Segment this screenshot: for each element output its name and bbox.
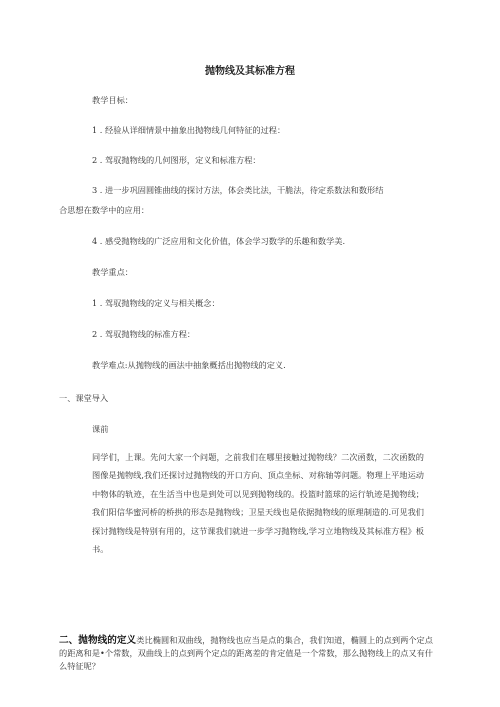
goals-heading: 教学目标： — [92, 95, 133, 105]
goal-item-3-cont: 合思想在数学中的应用： — [59, 205, 150, 215]
section-heading-intro: 一、课堂导入 — [59, 393, 109, 403]
goal-item-4: 4 . 感受抛物线的广泛应用和文化价值，体会学习数学的乐趣和数学美. — [92, 236, 346, 246]
lesson-label: 课前 — [92, 424, 109, 434]
goal-item-1: 1 . 经验从详细情景中抽象出抛物线几何特征的过程： — [92, 125, 286, 135]
key-point-1: 1 . 驾驭抛物线的定义与相关概念： — [92, 298, 220, 308]
definition-text: 类比椭圆和双曲线，抛物线也应当是点的集合，我们知道，椭圆上的点到两个定点的距离和是•个常数，双曲线上的点到两个定点的距离差的肯定值是一个常数，那么抛物线上的点又有什么特征呢？ — [59, 635, 433, 671]
key-points-heading: 教学重点： — [92, 267, 133, 277]
goal-item-2: 2 . 驾驭抛物线的几何图形，定义和标准方程： — [92, 155, 261, 165]
intro-paragraph: 同学们，上课。先问大家一个问题，之前我们在哪里接触过抛物线？二次函数，二次函数的图像是抛物线,我们还探讨过抛物线的开口方向、顶点坐标、对称轴等问题。物理上平地运动中物体的轨迹，在生活当中也是到处可以见到抛物线的。投篮时篮球的运行轨迹是抛物线；我们阳信华蜜河桥的桥拱的形态是抛物线；卫星天线也是依据抛物线的原理制造的.可见我们探讨抛物线是特别有用的，这节课我们就进一步学习抛物线,学习立地物线及其标准方程》板书。 — [92, 452, 424, 555]
section-heading-definition: 二、抛物线的定义 — [59, 635, 137, 646]
document-title: 抛物线及其标准方程 — [205, 66, 295, 77]
goal-item-3: 3 . 进一步巩固圆锥曲线的探讨方法，体会类比法，干脆法，待定系数法和数形结 — [92, 185, 384, 195]
definition-paragraph — [59, 634, 433, 672]
difficulty-text: 教学难点:从抛物线的画法中抽象概括出抛物线的定义. — [92, 360, 286, 370]
key-point-2: 2 . 驾驭抛物线的标准方程： — [92, 329, 196, 339]
